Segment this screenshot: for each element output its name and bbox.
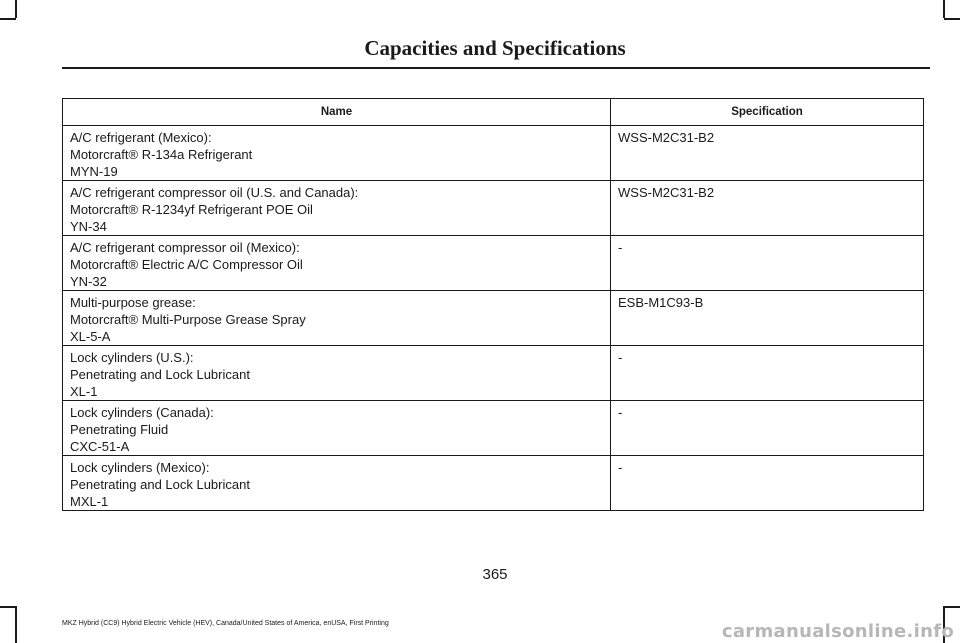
crop-mark-top-right-v	[943, 0, 945, 18]
cell-name-line: MYN-19	[70, 164, 118, 179]
cell-name-line: YN-34	[70, 219, 107, 234]
cell-name-line: Multi-purpose grease:	[70, 295, 196, 310]
specifications-table	[62, 98, 924, 511]
crop-mark-top-left-v	[15, 0, 17, 18]
cell-name-line: Motorcraft® Electric A/C Compressor Oil	[70, 257, 303, 272]
header-name: Name	[63, 99, 611, 126]
cell-specification: -	[611, 401, 924, 456]
table-header-row	[63, 99, 924, 126]
cell-name-line: XL-5-A	[70, 329, 111, 344]
cell-name-line: YN-32	[70, 274, 107, 289]
footer-text: MKZ Hybrid (CC9) Hybrid Electric Vehicle (HEV), Canada/United States of America, enUSA, First Printing	[62, 620, 389, 627]
cell-name	[63, 126, 611, 181]
cell-name-line: CXC-51-A	[70, 439, 130, 454]
cell-name-line: Motorcraft® R-134a Refrigerant	[70, 147, 253, 162]
cell-name-line: Penetrating Fluid	[70, 422, 169, 437]
crop-mark-bottom-left-h	[0, 606, 16, 608]
table-row	[63, 346, 924, 401]
page-title: Capacities and Specifications	[364, 36, 626, 60]
cell-name-line: MXL-1	[70, 494, 109, 509]
cell-specification: WSS-M2C31-B2	[611, 126, 924, 181]
cell-name-line: Motorcraft® R-1234yf Refrigerant POE Oil	[70, 202, 313, 217]
table-row	[63, 456, 924, 511]
crop-mark-bottom-left-v	[15, 606, 17, 643]
cell-name-line: Motorcraft® Multi-Purpose Grease Spray	[70, 312, 306, 327]
cell-name	[63, 181, 611, 236]
cell-specification: -	[611, 236, 924, 291]
cell-name	[63, 346, 611, 401]
cell-specification: -	[611, 346, 924, 401]
table-row	[63, 181, 924, 236]
crop-mark-top-left-h	[0, 18, 16, 20]
cell-name	[63, 401, 611, 456]
title-rule	[62, 67, 930, 69]
cell-specification: -	[611, 456, 924, 511]
crop-mark-bottom-right-h	[944, 606, 960, 608]
cell-name	[63, 236, 611, 291]
table-row	[63, 401, 924, 456]
cell-name-line: Penetrating and Lock Lubricant	[70, 477, 250, 492]
cell-name-line: A/C refrigerant (Mexico):	[70, 130, 212, 145]
cell-name-line: Lock cylinders (Canada):	[70, 405, 214, 420]
watermark: carmanualsonline.info	[721, 621, 954, 642]
cell-specification: ESB-M1C93-B	[611, 291, 924, 346]
header-specification: Specification	[611, 99, 924, 126]
cell-name	[63, 456, 611, 511]
cell-name-line: Lock cylinders (U.S.):	[70, 350, 194, 365]
table-row	[63, 126, 924, 181]
cell-name-line: Lock cylinders (Mexico):	[70, 460, 210, 475]
cell-name-line: XL-1	[70, 384, 98, 399]
cell-name	[63, 291, 611, 346]
table-body	[63, 126, 924, 511]
cell-name-line: A/C refrigerant compressor oil (Mexico):	[70, 240, 300, 255]
cell-name-line: A/C refrigerant compressor oil (U.S. and Canada):	[70, 185, 359, 200]
page-number: 365	[482, 566, 508, 583]
cell-name-line: Penetrating and Lock Lubricant	[70, 367, 250, 382]
table-row	[63, 236, 924, 291]
cell-specification: WSS-M2C31-B2	[611, 181, 924, 236]
crop-mark-top-right-h	[944, 18, 960, 20]
table-row	[63, 291, 924, 346]
